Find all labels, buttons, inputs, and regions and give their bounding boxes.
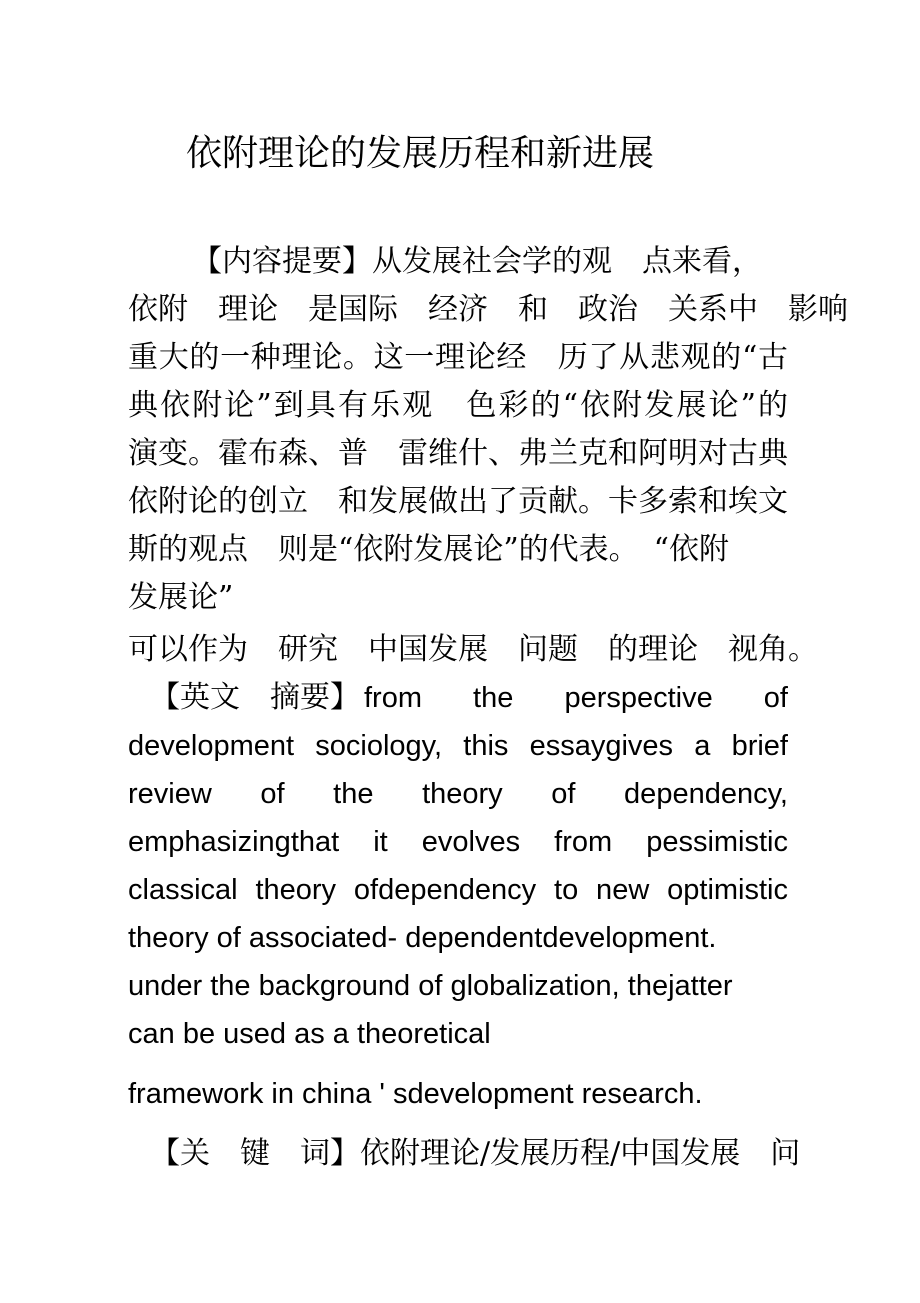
summary-en-text-first: from the perspective of — [364, 682, 788, 714]
keywords-label: 【关 键 词】 — [150, 1136, 360, 1171]
summary-cn-label: 【内容提要】 — [192, 244, 372, 279]
summary-cn-line-7: 斯的观点 则是“依附发展论”的代表。 “依附 — [128, 532, 730, 567]
summary-en-line-5: classical theory ofdependency to new optimistic — [128, 874, 788, 906]
keywords-line — [128, 1130, 801, 1178]
summary-en-line-1 — [128, 674, 788, 722]
summary-en-line-7: under the background of globalization, thejatter — [128, 970, 733, 1002]
summary-cn-line-2: 依附 理论 是国际 经济 和 政治 关系中 影响 — [128, 292, 848, 327]
summary-en-line-4: emphasizingthat it evolves from pessimistic — [128, 826, 788, 858]
summary-cn-line-4: 典依附论”到具有乐观 色彩的“依附发展论”的 — [128, 388, 788, 423]
summary-en-line-3: review of the theory of dependency, — [128, 778, 788, 810]
summary-cn-line-5: 演变。霍布森、普 雷维什、弗兰克和阿明对古典 — [128, 436, 788, 471]
summary-cn-line-8: 发展论” — [128, 580, 234, 615]
keywords-text: 依附理论/发展历程/中国发展 问 — [360, 1136, 801, 1171]
summary-cn-line-6: 依附论的创立 和发展做出了贡献。卡多索和埃文 — [128, 484, 788, 519]
summary-en-label: 【英文 摘要】 — [150, 680, 360, 715]
summary-cn-text: 从发展社会学的观 点来看， — [372, 244, 762, 279]
summary-cn-line-1 — [128, 238, 788, 286]
summary-cn-line-3: 重大的一种理论。这一理论经 历了从悲观的“古 — [128, 340, 788, 375]
summary-en-line-9: framework in china ' sdevelopment research. — [128, 1078, 703, 1110]
page-title: 依附理论的发展历程和新进展 — [186, 133, 655, 174]
summary-en-line-6: theory of associated- dependentdevelopment. — [128, 922, 717, 954]
summary-cn-line-9: 可以作为 研究 中国发展 问题 的理论 视角。 — [128, 632, 818, 667]
summary-en-line-8: can be used as a theoretical — [128, 1018, 491, 1050]
summary-en-line-2: development sociology, this essaygives a brief — [128, 730, 788, 762]
